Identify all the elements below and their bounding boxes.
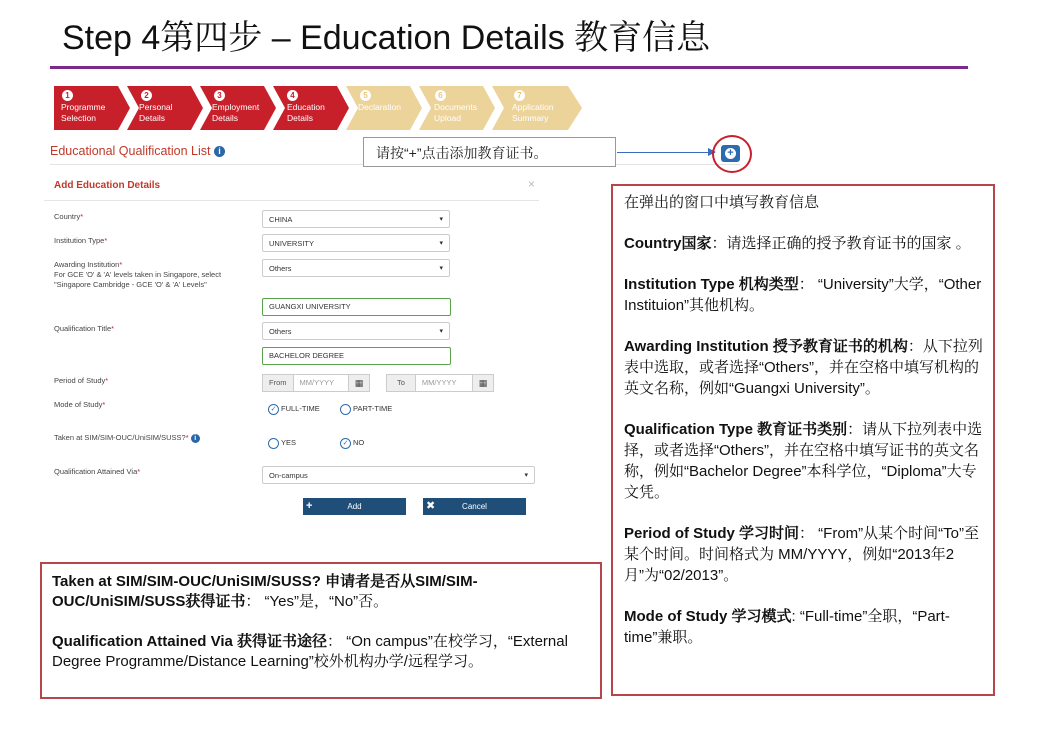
step-label: Personal Details (139, 102, 173, 123)
step-4-education-details[interactable] (273, 86, 349, 130)
explanation-institution-type: Institution Type 机构类型： “University”大学，“Other Instituion”其他机构。 (624, 276, 982, 314)
step-number: 7 (514, 90, 525, 101)
step-label: Programme Selection (61, 102, 106, 123)
step-3-employment-details[interactable] (200, 86, 276, 130)
info-icon[interactable]: i (191, 434, 200, 443)
calendar-icon[interactable]: ▦ (472, 375, 493, 391)
step-label: Application Summary (512, 102, 554, 123)
calendar-icon[interactable]: ▦ (348, 375, 369, 391)
awarding-institution-label: Awarding Institution* For GCE 'O' & 'A' levels taken in Singapore, select "Singapore Cambridge - GCE 'O' & 'A' Levels" (54, 260, 222, 289)
step-5-declaration[interactable] (346, 86, 422, 130)
field-explanation-box (611, 184, 995, 696)
step-progress (54, 86, 594, 130)
qualification-title-select[interactable]: Others ▾ (262, 322, 450, 340)
mode-of-study-label: Mode of Study* (54, 400, 106, 409)
awarding-institution-select[interactable]: Others ▾ (262, 259, 450, 277)
title-divider (50, 66, 968, 69)
awarding-institution-input[interactable]: GUANGXI UNIVERSITY (262, 298, 451, 316)
add-button[interactable]: + Add (303, 498, 406, 515)
attained-via-select[interactable]: On-campus ▾ (262, 466, 535, 484)
taken-at-label: Taken at SIM/SIM-OUC/UniSIM/SUSS?* i (54, 433, 200, 443)
callout-arrow (617, 152, 715, 153)
step-number: 3 (214, 90, 225, 101)
close-icon: ✖ (426, 500, 436, 512)
step-label: Employment Details (212, 102, 260, 123)
step-number: 6 (435, 90, 446, 101)
step-number: 1 (62, 90, 73, 101)
step-label: Documents Upload (434, 102, 477, 123)
caret-down-icon: ▾ (439, 265, 443, 272)
institution-type-select[interactable]: UNIVERSITY ▾ (262, 234, 450, 252)
institution-type-label: Institution Type* (54, 236, 108, 245)
add-qualification-button[interactable] (721, 145, 740, 162)
qualification-list-title: Educational Qualification List i (50, 144, 225, 158)
mode-parttime-radio[interactable]: PART-TIME (340, 403, 392, 415)
check-icon: ✓ (268, 404, 279, 415)
country-label: Country* (54, 212, 84, 221)
explanation-awarding-institution: Awarding Institution 授予教育证书的机构：从下拉列表中选取，或者选择“Others”，并在空格中填写机构的英文名称，例如“Guangxi University”。 (624, 338, 983, 397)
explanation-qualification-type: Qualification Type 教育证书类别：请从下拉列表中选择，或者选择“Others”，并在空格中填写证书的英文名称，例如“Bachelor Degree”本科学位，“Diploma”大专文凭。 (624, 421, 983, 501)
mode-fulltime-radio[interactable]: ✓ FULL-TIME (268, 403, 320, 415)
step-2-personal-details[interactable] (127, 86, 203, 130)
plus-icon: + (306, 500, 313, 512)
step-6-documents-upload[interactable] (419, 86, 495, 130)
period-from-input[interactable]: From MM/YYYY ▦ (262, 374, 370, 392)
close-icon[interactable]: × (528, 177, 536, 191)
step-label: Declaration (358, 102, 401, 112)
callout-add-instruction: 请按“+”点击添加教育证书。 (363, 137, 616, 167)
cancel-button[interactable]: ✖ Cancel (423, 498, 526, 515)
caret-down-icon: ▾ (439, 240, 443, 247)
modal-title: Add Education Details (54, 180, 161, 191)
qualification-title-label: Qualification Title* (54, 324, 115, 333)
step-label: Education Details (287, 102, 325, 123)
attained-via-label: Qualification Attained Via* (54, 467, 141, 476)
caret-down-icon: ▾ (439, 328, 443, 335)
check-icon: ✓ (340, 438, 351, 449)
country-select[interactable]: CHINA ▾ (262, 210, 450, 228)
period-to-input[interactable]: To MM/YYYY ▦ (386, 374, 494, 392)
plus-icon: + (725, 148, 736, 159)
step-number: 2 (141, 90, 152, 101)
explanation-attained-via: Qualification Attained Via 获得证书途径： “On campus”在校学习，“External Degree Programme/Distance Learning”校外机构办学/远程学习。 (52, 633, 568, 670)
slide-title: Step 4第四步 – Education Details 教育信息 (62, 19, 711, 57)
qualification-title-input[interactable]: BACHELOR DEGREE (262, 347, 451, 365)
explanation-mode: Mode of Study 学习模式: “Full-time”全职，“Part-time”兼职。 (624, 608, 950, 646)
taken-yes-radio[interactable]: YES (268, 437, 296, 449)
additional-explanation-box (40, 562, 602, 699)
info-icon[interactable]: i (214, 146, 225, 157)
taken-no-radio[interactable]: ✓ NO (340, 437, 364, 449)
modal-divider (44, 200, 539, 201)
explanation-period: Period of Study 学习时间： “From”从某个时间“To”至 某个时间。时间格式为 MM/YYYY，例如“2013年2月”为“02/2013”。 (624, 525, 980, 584)
step-7-application-summary[interactable] (492, 86, 568, 130)
period-of-study-label: Period of Study* (54, 376, 109, 385)
step-number: 4 (287, 90, 298, 101)
caret-down-icon: ▾ (524, 472, 528, 479)
explanation-taken-at: Taken at SIM/SIM-OUC/UniSIM/SUSS? 申请者是否从SIM/SIM-OUC/UniSIM/SUSS获得证书： “Yes”是，“No”否。 (52, 573, 478, 610)
caret-down-icon: ▾ (439, 216, 443, 223)
step-1-programme-selection[interactable] (54, 86, 130, 130)
explanation-country: Country国家：请选择正确的授予教育证书的国家 。 (624, 235, 971, 252)
step-number: 5 (360, 90, 371, 101)
explanation-intro: 在弹出的窗口中填写教育信息 (624, 194, 820, 211)
